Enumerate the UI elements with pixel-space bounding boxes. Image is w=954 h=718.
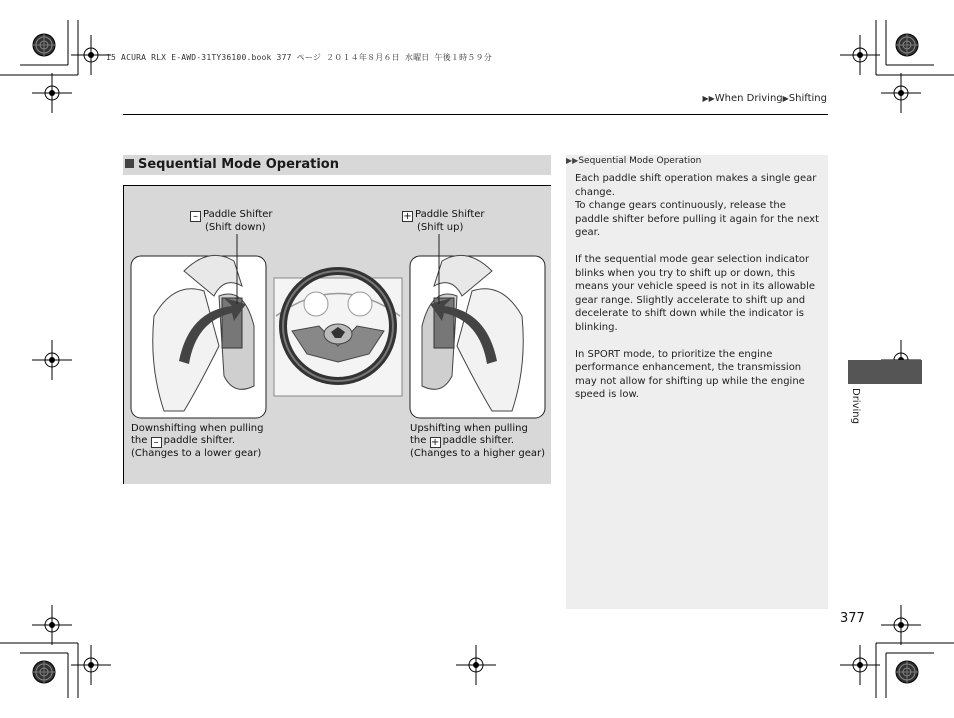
left-paddle-label: – Paddle Shifter (Shift down)	[190, 209, 273, 234]
breadcrumb-item-when-driving[interactable]: When Driving	[714, 93, 783, 104]
downshift-caption: Downshifting when pulling the – paddle shifter. (Changes to a lower gear)	[131, 423, 264, 459]
chapter-tab	[848, 360, 922, 384]
note-body	[575, 172, 820, 415]
print-info: 15 ACURA RLX E-AWD-31TY36100.book 377 ページ ２０１４年８月６日 水曜日 午後１時５９分	[106, 53, 492, 62]
plus-key-icon: +	[430, 437, 440, 448]
note-paragraph-3: In SPORT mode, to prioritize the engine performance enhancement, the transmission may not allow for shifting up while the engine speed is low.	[575, 348, 805, 400]
right-paddle-label: + Paddle Shifter (Shift up)	[403, 209, 485, 233]
square-bullet-icon	[125, 159, 134, 168]
note-paragraph-1: Each paddle shift operation makes a single gear change. To change gears continuously, release the paddle shifter before pulling it again for the next gear.	[575, 173, 820, 238]
chapter-tab-label: Driving	[850, 388, 861, 424]
minus-key-icon: –	[151, 437, 162, 448]
section-title: Sequential Mode Operation	[138, 157, 339, 172]
upshift-caption: Upshifting when pulling the + paddle shifter. (Changes to a higher gear)	[410, 423, 545, 459]
double-arrow-icon: ▶▶	[702, 94, 715, 103]
page-number: 377	[840, 611, 865, 626]
arrow-icon: ▶	[782, 94, 789, 103]
breadcrumb	[702, 93, 827, 104]
section-heading	[123, 155, 551, 175]
note-title: ▶▶Sequential Mode Operation	[566, 156, 702, 166]
minus-key-icon: –	[190, 211, 201, 222]
header-rule	[123, 114, 828, 115]
reference-arrow-icon: ▶▶	[566, 156, 579, 165]
plus-key-icon: +	[403, 211, 412, 222]
paddle-shifter-figure	[123, 185, 551, 484]
note-paragraph-2: If the sequential mode gear selection indicator blinks when you try to shift up or down, this means your vehicle speed is not in its allowable gear range. Slightly accelerate to shift up and decelerate to shift down while the indicator is blinking.	[575, 254, 816, 333]
breadcrumb-item-shifting[interactable]: Shifting	[788, 93, 827, 104]
